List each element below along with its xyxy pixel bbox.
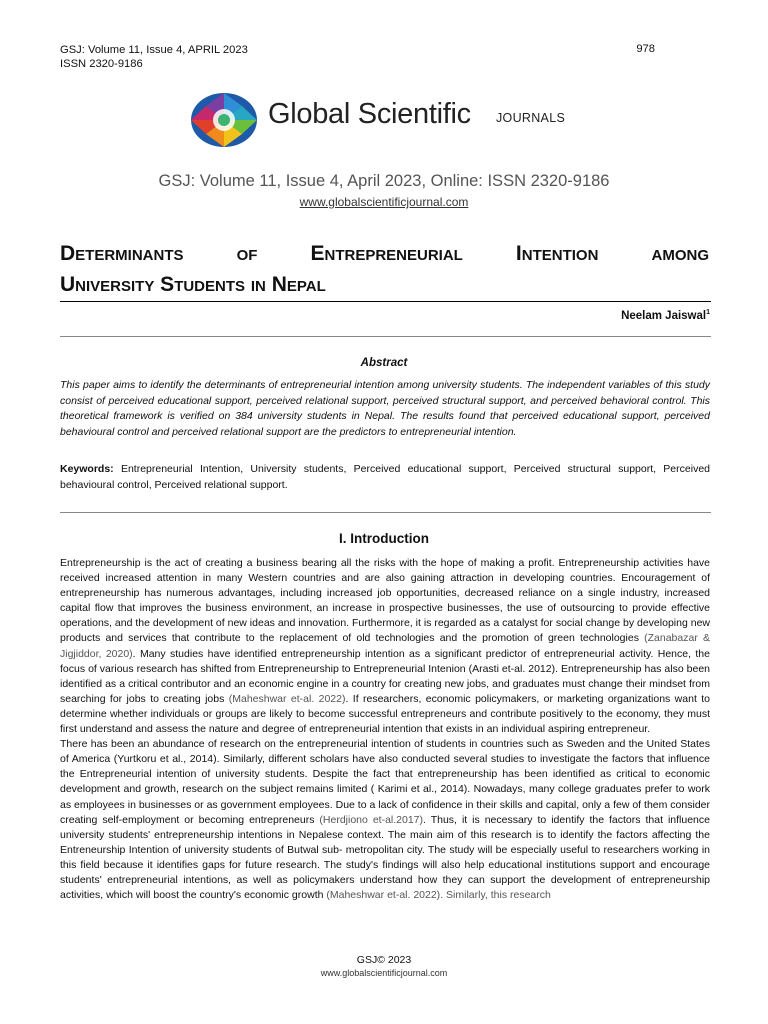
citation: (Maheshwar et-al. 2022) [326, 889, 441, 902]
title-rule [60, 301, 711, 302]
footer-copyright: GSJ© 2023 [356, 954, 412, 966]
intro-text: . Many studies have identified entrepreneurship intention as a significant predictor of entrepreneurial activity. Hence, the focus of various research has shifted from Entrepreneurship to Entrepreneurial Intenion (Arasti et-al. 2012). Entrepreneurship has also been identified as a critical contributor and an economic engine in a country for creating new jobs, and graduates must change their mindset from searching for jobs to creating jobs [60, 647, 710, 705]
author-affiliation-mark: 1 [706, 309, 710, 316]
running-header [60, 43, 248, 71]
abstract-heading: Abstract [360, 357, 408, 369]
intro-text: Entrepreneurship is the act of creating a business bearing all the risks with the hope of making a profit. Entrepreneurship activities have received increased attention in many Western countries and are also gaining attraction in developing countries. Encouragement of entrepreneurship has numerous advantages, including increased job opportunities, decreased reliance on a single industry, increased capital flow that improves the business environment, an increase in prospective businesses, the use of outsourcing to provide effective operations, and the development of new ideas and innovation. Furthermore, it is regarded as a catalyst for social change by developing new products and services that contribute to the replacement of old technologies and the promotion of green technologies [60, 557, 710, 645]
intro-text: . If researchers, economic policymakers, or marketing organizations want to determine whether individuals or groups are likely to become successful entrepreneurs and contribute positively to the economy, they must first understand and assess the nature and degree of entrepreneurial intention that exists in an individual aspiring entrepreneur. [60, 692, 711, 736]
header-issn: ISSN 2320-9186 [60, 58, 143, 70]
journal-line: GSJ: Volume 11, Issue 4, April 2023, Online: ISSN 2320-9186 [158, 172, 610, 190]
paper-title-line2: University Students in Nepal [60, 273, 326, 296]
globe-logo-icon [190, 92, 258, 148]
abstract-bottom-rule [60, 512, 711, 513]
author-name: Neelam Jaiswal [621, 309, 707, 322]
introduction-body [60, 556, 710, 903]
abstract-text: This paper aims to identify the determinants of entrepreneurial intention among university students. The independent variables of this study consist of perceived educational support, perceived relational support, perceived structural support, and perceived behavioral control. This theoretical framework is verified on 384 university students in Nepal. The results found that perceived educational support, perceived behavioural control and perceived relational support are the predictors to entrepreneurial intention. [60, 379, 710, 438]
abstract-top-rule [60, 336, 711, 337]
intro-text: . Similarly, this research [440, 889, 551, 902]
author [621, 309, 710, 322]
page-number: 978 [636, 43, 655, 55]
header-volume: GSJ: Volume 11, Issue 4, APRIL 2023 [60, 44, 248, 56]
journal-logo [190, 92, 590, 148]
intro-text: There has been an abundance of research on the entrepreneurial intention of students in countries such as Sweden and the United States of America (Yurtkoru et al., 2014). Similarly, different scholars have also conducted several studies to investigate the factors that influence the Entrepreneurial intention of university students. Despite the fact that entrepreneurship has been identified as critical to economic development and growth, research on the subject remains limited ( Karimi et al., 2014). Nowadays, many college graduates prefer to work as employees in businesses or as government employees. Due to a lack of confidence in their skills and capital, only a few of them consider creating self-employment or becoming entrepreneurs [60, 738, 710, 826]
logo-sub: JOURNALS [496, 111, 566, 125]
citation: (Herdjiono et-al.2017) [319, 813, 424, 826]
section-heading-introduction: I. Introduction [339, 531, 429, 546]
keywords [60, 462, 710, 493]
footer-url: www.globalscientificjournal.com [320, 968, 448, 978]
intro-paragraph-2 [60, 737, 710, 903]
intro-paragraph-1 [60, 556, 710, 737]
paper-title-line1: Determinants of Entrepreneurial Intention among [60, 242, 709, 265]
keywords-text: Entrepreneurial Intention, University students, Perceived educational support, Perceived structural support, Perceived behavioural control, Perceived relational support. [60, 463, 710, 491]
citation: (Maheshwar et-al. 2022) [228, 692, 346, 705]
intro-text: . Thus, it is necessary to identify the factors that influence university students' entrepreneurship intentions in Nepalese context. The main aim of this research is to identify the factors affecting the Entreneurship Intention of university students of Butwal sub- metropolitan city. The study will be especially useful to researchers working in this field because it identifies gaps for future research. The study's findings will also help educational institutions support and encourage students' entrepreneurial intentions, as well as policymakers understand how they can support the development of entrepreneurship activities, which will boost the country's economic growth [60, 813, 710, 902]
journal-url-link[interactable]: www.globalscientificjournal.com [299, 195, 469, 209]
logo-name: Global Scientific [268, 98, 471, 130]
keywords-label: Keywords: [60, 463, 114, 475]
citation: (Zanabazar & Jigjiddor, 2020) [60, 632, 710, 660]
